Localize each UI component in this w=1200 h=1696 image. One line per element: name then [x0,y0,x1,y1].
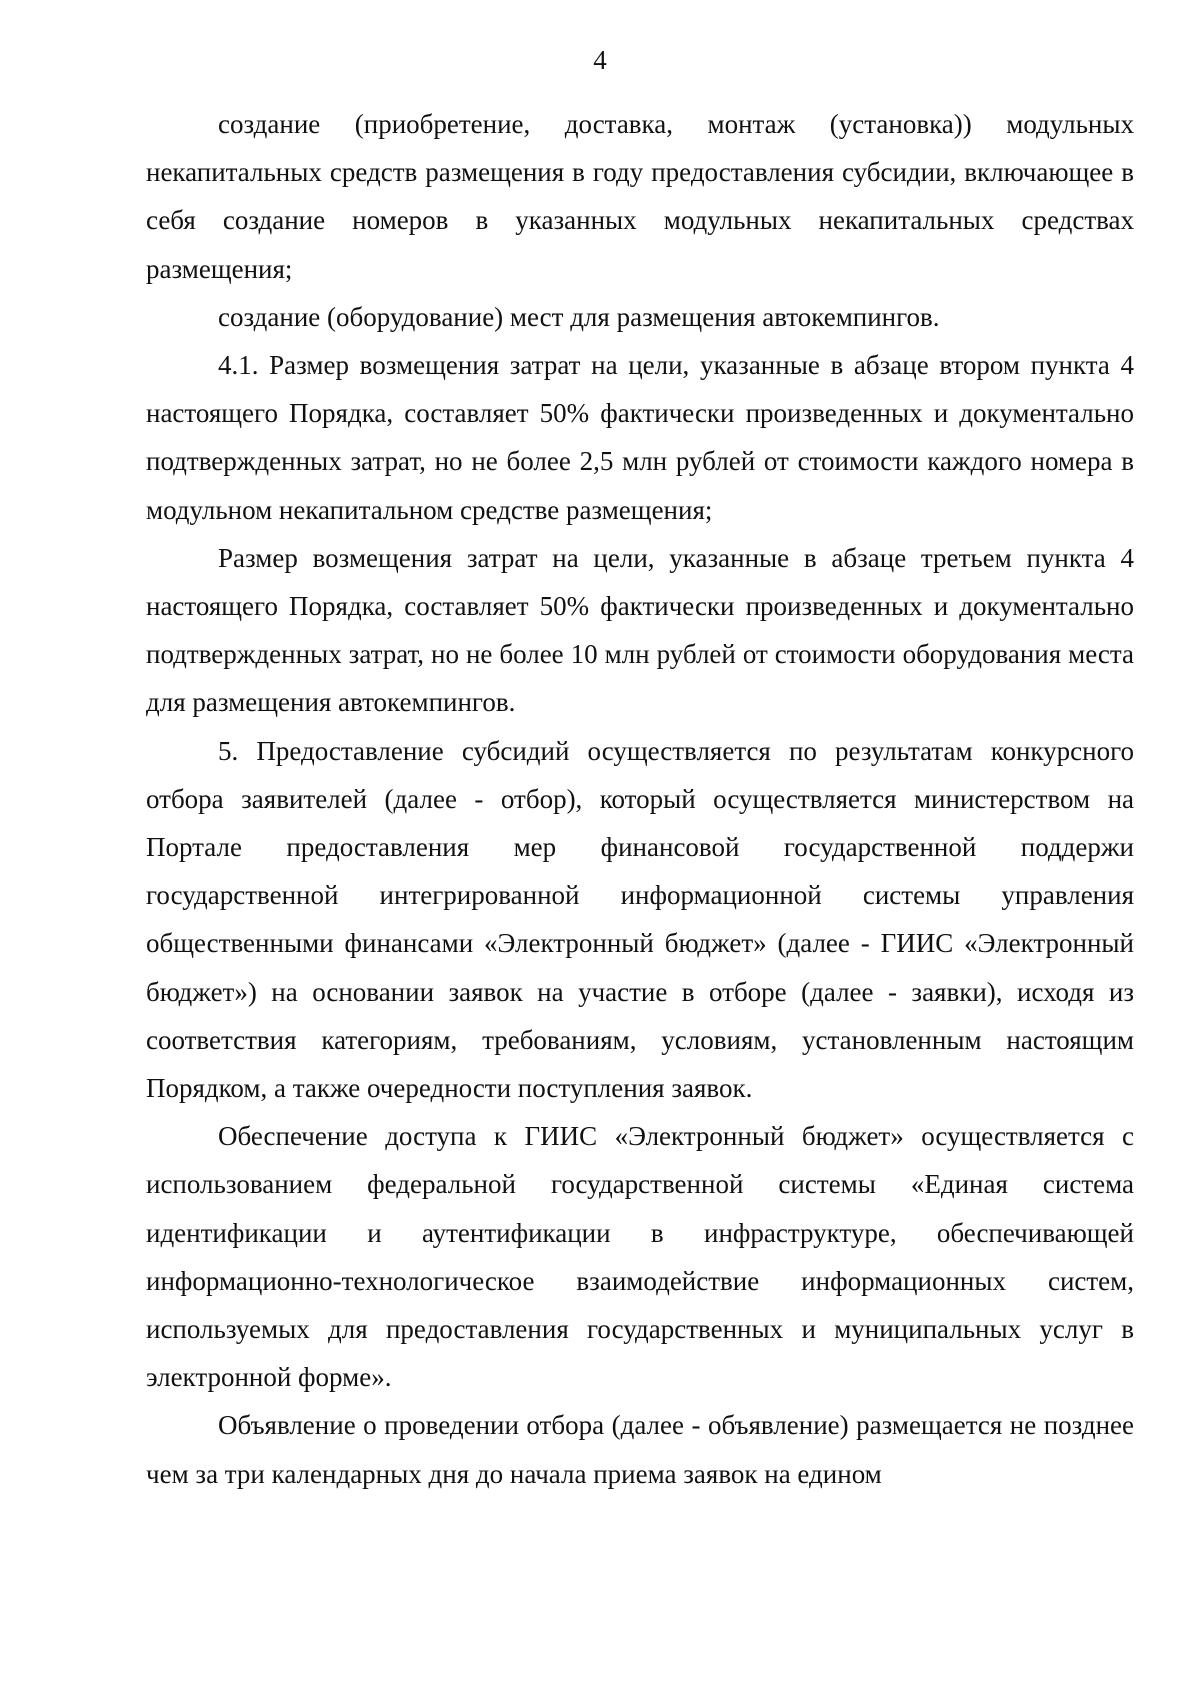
paragraph-creation-modular: создание (приобретение, доставка, монтаж (установка)) модульных некапитальных средств размещения в году предоставления субсидии, включающее в себя создание номеров в указанных модульных некапитальных средствах размещения; [146,109,1134,284]
paragraph-giis-access: Обеспечение доступа к ГИИС «Электронный бюджет» осуществляется с использованием федеральной государственной системы «Единая система идентификации и аутентификации в инфраструктуре, обеспечивающей информационно-технологическое взаимодействие информационных систем, используемых для предоставления государственных и муниципальных услуг в электронной форме». [146,1121,1134,1393]
document-body [146,100,1134,1498]
paragraph-5-selection: 5. Предоставление субсидий осуществляется по результатам конкурсного отбора заявителей (далее - отбор), который осуществляется министерством на Портале предоставления мер финансовой государственной поддержи государственной интегрированной информационной системы управления общественными финансами «Электронный бюджет» (далее - ГИИС «Электронный бюджет») на основании заявок на участие в отборе (далее - заявки), исходя из соответствия категориям, требованиям, условиям, установленным настоящим Порядком, а также очередности поступления заявок. [146,735,1134,1104]
paragraph-reimbursement-autocamping: Размер возмещения затрат на цели, указанные в абзаце третьем пункта 4 настоящего Порядка, составляет 50% фактически произведенных и документально подтвержденных затрат, но не более 10 млн рублей от стоимости оборудования места для размещения автокемпингов. [146,542,1134,718]
paragraph-announcement: Объявление о проведении отбора (далее - объявление) размещается не позднее чем за три календарных дня до начала приема заявок на едином [146,1410,1134,1489]
page-number: 4 [593,45,607,75]
paragraph-creation-autocamping: создание (оборудование) мест для размещения автокемпингов. [218,301,940,332]
paragraph-4-1-reimbursement: 4.1. Размер возмещения затрат на цели, указанные в абзаце втором пункта 4 настоящего Порядка, составляет 50% фактически произведенных и документально подтвержденных затрат, но не более 2,5 млн рублей от стоимости каждого номера в модульном некапитальном средстве размещения; [146,350,1134,525]
